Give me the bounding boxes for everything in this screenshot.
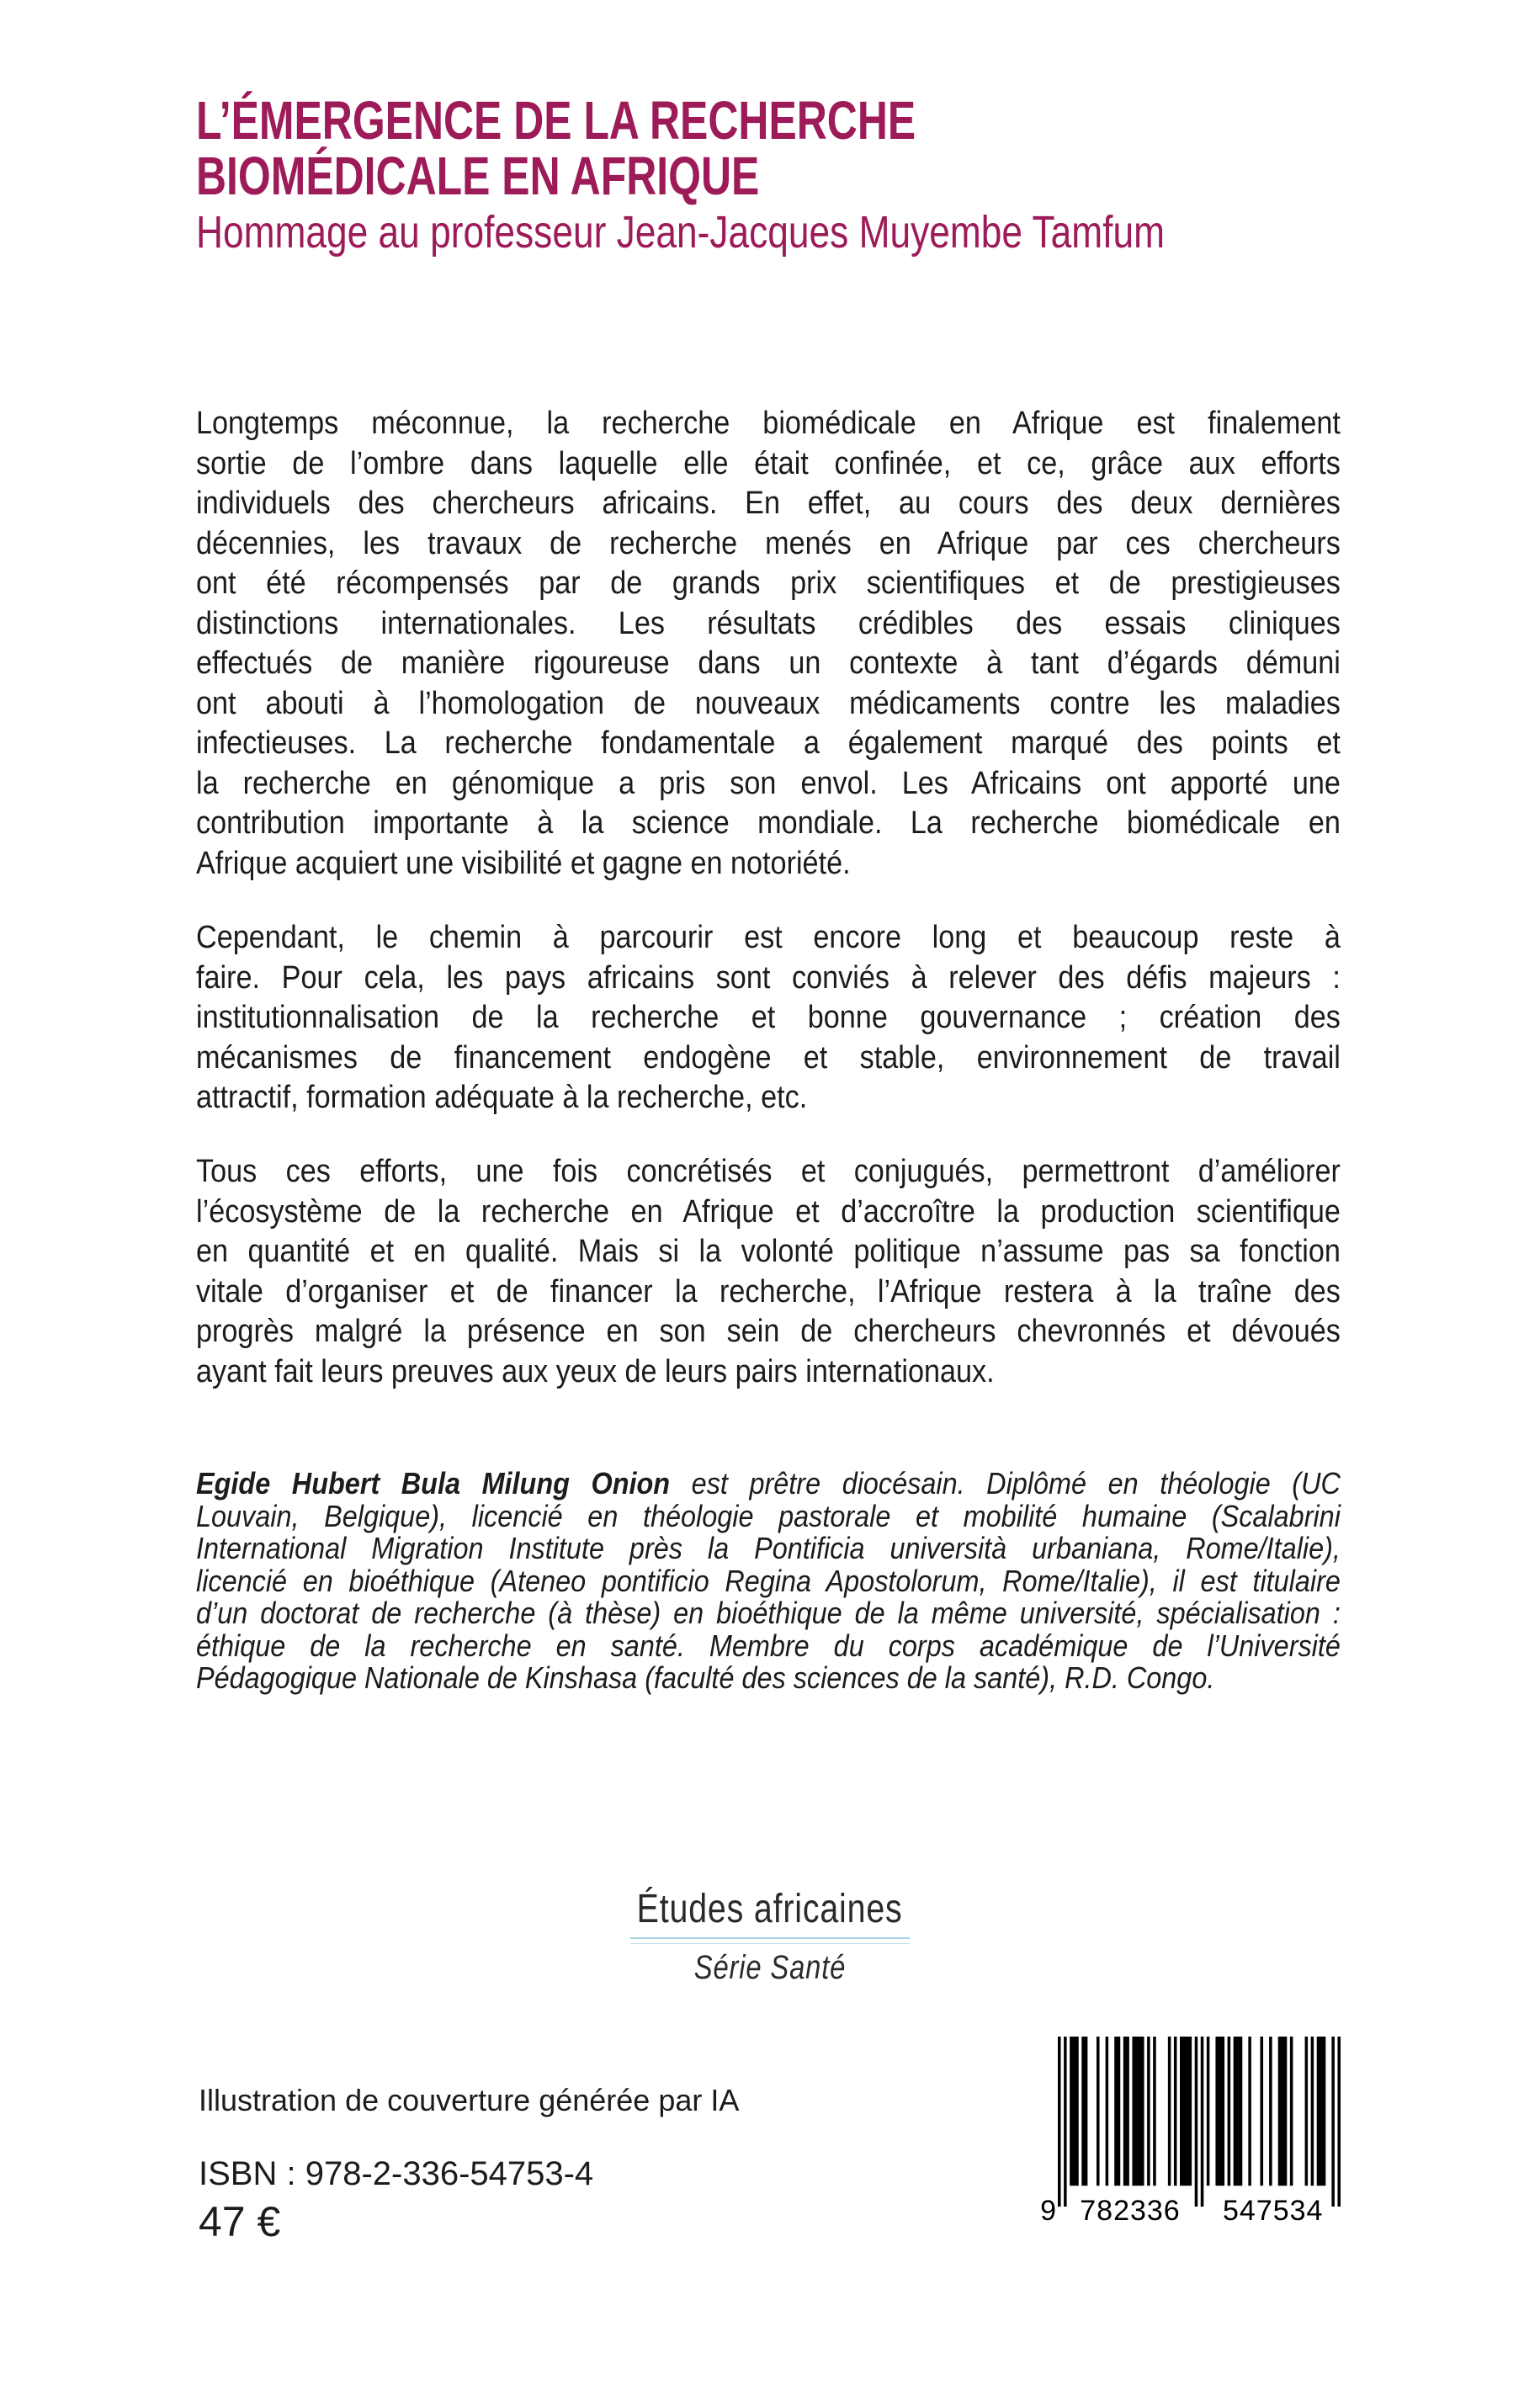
text-line: Pédagogique Nationale de Kinshasa (faculté des sciences de la santé), R.D. Congo. xyxy=(196,1660,1215,1695)
text-line: progrès malgré la présence en son sein de chercheurs chevronnés et dévoués xyxy=(196,1314,1341,1349)
series-subname-text: Série Santé xyxy=(693,1949,847,1986)
bio-first-line-rest: est prêtre diocésain. Diplômé en théologie (UC xyxy=(670,1466,1341,1501)
text-line: Cependant, le chemin à parcourir est encore long et beaucoup reste à xyxy=(196,920,1341,955)
text-line: Afrique acquiert une visibilité et gagne en notoriété. xyxy=(196,845,851,881)
text-line: ayant fait leurs preuves aux yeux de leurs pairs internationaux. xyxy=(196,1353,995,1389)
text-line: Longtemps méconnue, la recherche biomédicale en Afrique est finalement xyxy=(196,406,1341,441)
author-name: Egide Hubert Bula Milung Onion xyxy=(196,1466,671,1501)
book-subtitle: Hommage au professeur Jean-Jacques Muyembe Tamfum xyxy=(196,207,1166,258)
series-underline-rule xyxy=(630,1937,910,1944)
text-line xyxy=(196,1468,1341,1501)
text-line: effectués de manière rigoureuse dans un contexte à tant d’égards démuni xyxy=(196,645,1341,681)
cover-illustration-note: Illustration de couverture générée par IA xyxy=(199,2083,740,2117)
text-line: institutionnalisation de la recherche et bonne gouvernance ; création des xyxy=(196,1000,1341,1035)
text-line: l’écosystème de la recherche en Afrique et d’accroître la production scientifique xyxy=(196,1193,1341,1230)
text-line: faire. Pour cela, les pays africains sont conviés à relever des défis majeurs : xyxy=(196,959,1341,996)
barcode-digit-lead: 9 xyxy=(1040,2195,1056,2227)
text-line: mécanismes de financement endogène et stable, environnement de travail xyxy=(196,1039,1341,1076)
book-title-line2: BIOMÉDICALE EN AFRIQUE xyxy=(196,146,760,206)
series-subname xyxy=(0,1949,1540,1986)
text-line: attractif, formation adéquate à la recherche, etc. xyxy=(196,1080,808,1115)
text-line: vitale d’organiser et de financer la recherche, l’Afrique restera à la traîne des xyxy=(196,1273,1341,1309)
text-line: Louvain, Belgique), licencié en théologie pastorale et mobilité humaine (Scalabrini xyxy=(196,1498,1341,1533)
text-line: sortie de l’ombre dans laquelle elle était confinée, et ce, grâce aux efforts xyxy=(196,445,1341,481)
text-line: contribution importante à la science mondiale. La recherche biomédicale en xyxy=(196,805,1341,841)
back-cover-paragraph-2 xyxy=(196,918,1341,1118)
book-title xyxy=(196,90,1312,206)
text-line: éthique de la recherche en santé. Membre du corps académique de l’Université xyxy=(196,1628,1341,1663)
book-title-line1: L’ÉMERGENCE DE LA RECHERCHE xyxy=(196,90,916,151)
text-line: ont été récompensés par de grands prix scientifiques et de prestigieuses xyxy=(196,566,1341,601)
text-line: distinctions internationales. Les résultats crédibles des essais cliniques xyxy=(196,605,1341,641)
barcode-digits-right-group: 547534 xyxy=(1223,2195,1324,2227)
back-cover-paragraph-3 xyxy=(196,1152,1341,1392)
text-line: licencié en bioéthique (Ateneo pontificio Regina Apostolorum, Rome/Italie), il est titulaire xyxy=(196,1563,1341,1598)
price-label: 47 € xyxy=(199,2198,281,2245)
text-line: la recherche en génomique a pris son envol. Les Africains ont apporté une xyxy=(196,765,1341,801)
series-name-text: Études africaines xyxy=(637,1887,903,1931)
ean13-barcode xyxy=(1006,2037,1342,2239)
isbn-label: ISBN : 978-2-336-54753-4 xyxy=(199,2155,594,2192)
back-cover-paragraph-1 xyxy=(196,404,1341,884)
text-line: d’un doctorat de recherche (à thèse) en bioéthique de la même université, spécialisation : xyxy=(196,1596,1341,1630)
author-bio xyxy=(196,1468,1341,1695)
text-line: individuels des chercheurs africains. En effet, au cours des deux dernières xyxy=(196,486,1341,521)
text-line: ont abouti à l’homologation de nouveaux médicaments contre les maladies xyxy=(196,685,1341,721)
text-line: décennies, les travaux de recherche menés en Afrique par ces chercheurs xyxy=(196,525,1341,561)
barcode-bars xyxy=(1058,2037,1341,2207)
text-line: en quantité et en qualité. Mais si la volonté politique n’assume pas sa fonction xyxy=(196,1234,1341,1269)
series-name xyxy=(0,1888,1540,1931)
text-line: infectieuses. La recherche fondamentale a également marqué des points et xyxy=(196,725,1341,761)
text-line: International Migration Institute près la Pontificia università urbaniana, Rome/Italie), xyxy=(196,1531,1341,1565)
barcode-digits-left-group: 782336 xyxy=(1080,2195,1181,2227)
text-line: Tous ces efforts, une fois concrétisés et conjugués, permettront d’améliorer xyxy=(196,1154,1341,1189)
